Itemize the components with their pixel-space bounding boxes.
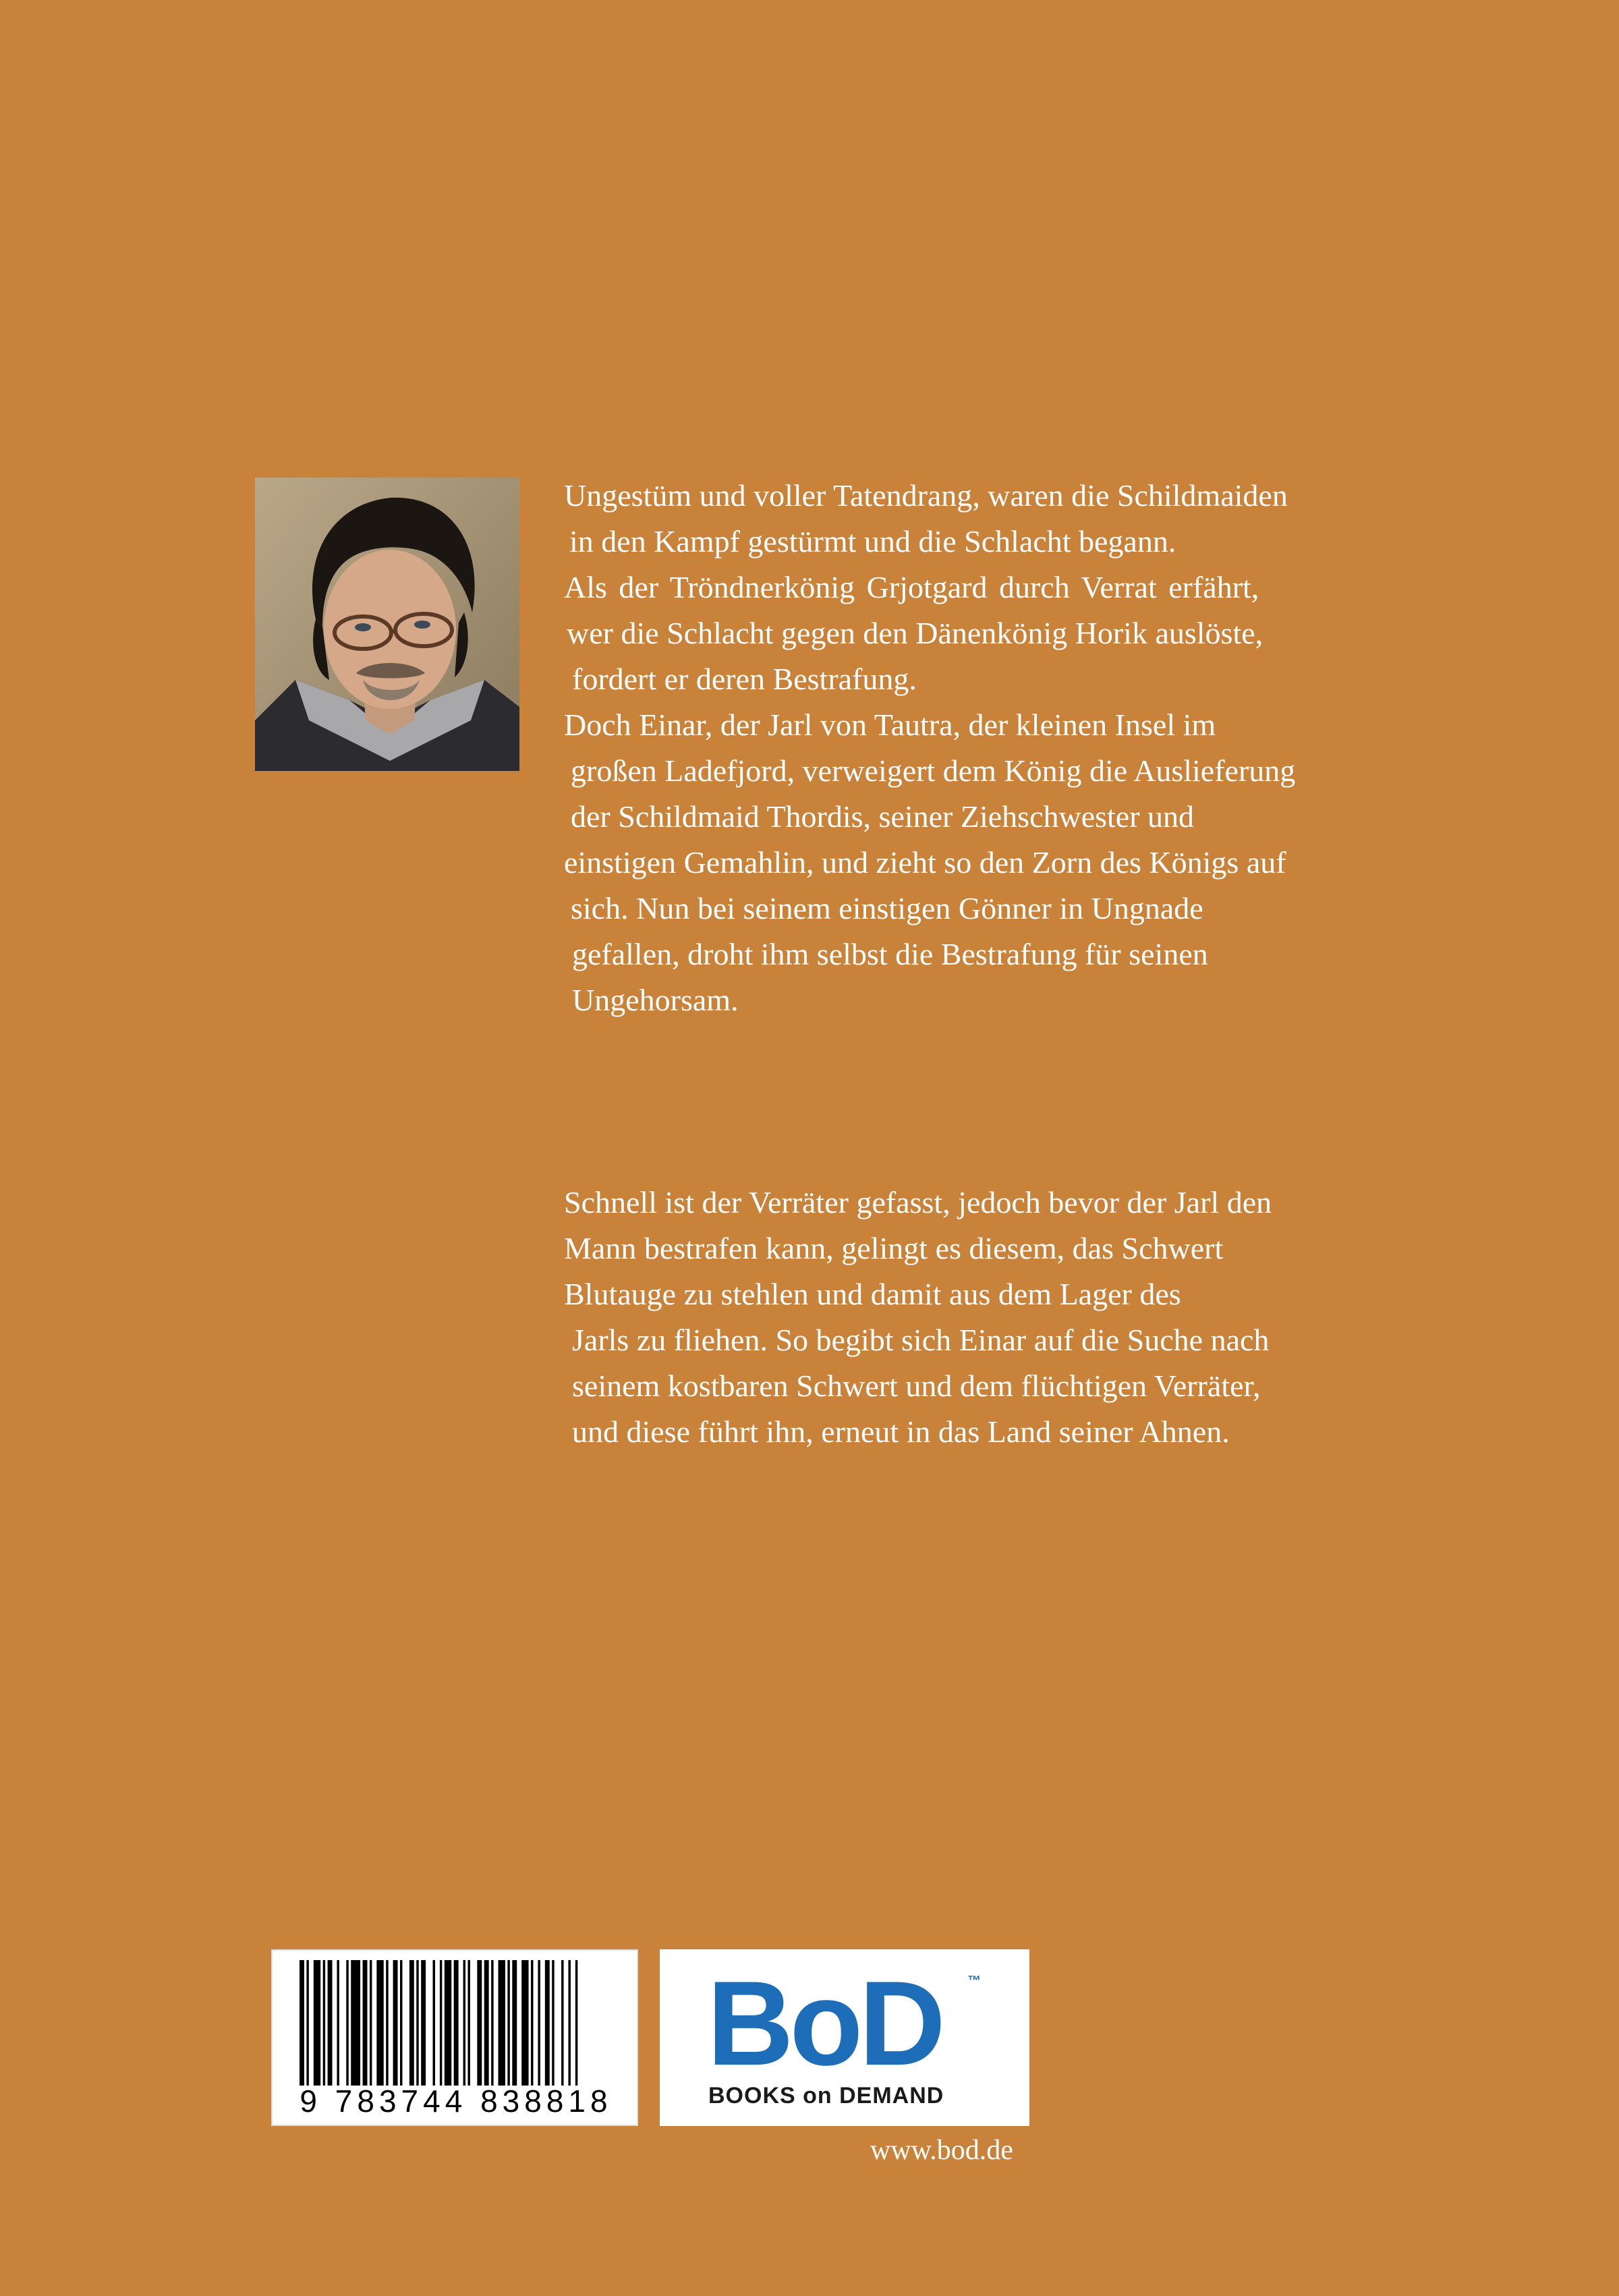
blurb-line: seinem kostbaren Schwert und dem flüchtigen Verräter, xyxy=(572,1369,1261,1403)
trademark-mark: ™ xyxy=(967,1974,981,1988)
blurb-line: gefallen, droht ihm selbst die Bestrafung für seinen xyxy=(572,937,1208,971)
blurb-line: Doch Einar, der Jarl von Tautra, der kleinen Insel im xyxy=(564,708,1216,742)
isbn-barcode xyxy=(271,1949,638,2126)
blurb-line: Mann bestrafen kann, gelingt es diesem, das Schwert xyxy=(564,1231,1224,1265)
barcode-bar xyxy=(440,1960,442,2086)
blurb-line: und diese führt ihn, erneut in das Land seiner Ahnen. xyxy=(572,1414,1230,1449)
blurb-line: Ungestüm und voller Tatendrang, waren die Schildmaiden xyxy=(564,478,1288,513)
barcode-bar xyxy=(409,1960,414,2086)
blurb-line: einstigen Gemahlin, und zieht so den Zorn des Königs auf xyxy=(564,845,1286,880)
barcode-bar xyxy=(346,1960,348,2086)
author-photo xyxy=(255,478,519,771)
barcode-bar xyxy=(545,1960,550,2086)
barcode-bar xyxy=(376,1960,383,2086)
barcode-bar xyxy=(416,1960,418,2086)
barcode-bar xyxy=(363,1960,368,2086)
publisher-website[interactable]: www.bod.de xyxy=(870,2135,1013,2166)
barcode-bar xyxy=(568,1960,570,2086)
blurb-line: sich. Nun bei seinem einstigen Gönner in Ungnade xyxy=(571,891,1203,925)
blurb-line: wer die Schlacht gegen den Dänenkönig Horik auslöste, xyxy=(567,616,1263,650)
barcode-bar xyxy=(499,1960,505,2086)
barcode-bar xyxy=(454,1960,459,2086)
barcode-bar xyxy=(507,1960,509,2086)
isbn-digits: 9 783744 838818 xyxy=(300,2084,613,2119)
barcode-bar xyxy=(400,1960,402,2086)
barcode-bar xyxy=(538,1960,540,2086)
publisher-logo xyxy=(660,1949,1029,2126)
barcode-bar xyxy=(491,1960,493,2086)
barcode-bar xyxy=(306,1960,308,2086)
barcode-bar xyxy=(484,1960,489,2086)
publisher-tagline: BOOKS on DEMAND xyxy=(708,2083,944,2108)
blurb-line: Ungehorsam. xyxy=(572,983,739,1017)
blurb-line: Jarls zu fliehen. So begibt sich Einar auf die Suche nach xyxy=(572,1323,1270,1357)
barcode-bar xyxy=(370,1960,372,2086)
blurb-line: in den Kampf gestürmt und die Schlacht begann. xyxy=(569,524,1176,558)
barcode-bar xyxy=(300,1960,304,2086)
barcode-icon xyxy=(297,1960,621,2086)
barcode-bar xyxy=(351,1960,360,2086)
barcode-bar xyxy=(467,1960,470,2086)
barcode-bar xyxy=(314,1960,320,2086)
barcode-bar xyxy=(552,1960,554,2086)
barcode-bar xyxy=(337,1960,339,2086)
bod-logo-text: BoD xyxy=(707,1956,942,2090)
barcode-bar xyxy=(477,1960,482,2086)
barcode-bar xyxy=(445,1960,451,2086)
blurb-line: großen Ladefjord, verweigert dem König die Auslieferung xyxy=(571,753,1296,788)
blurb-line: Als der Tröndnerkönig Grjotgard durch Verrat erfährt, xyxy=(564,570,1259,604)
barcode-bar xyxy=(433,1960,435,2086)
blurb-paragraph-2 xyxy=(564,1180,1400,1455)
barcode-bar xyxy=(561,1960,563,2086)
barcode-bar xyxy=(521,1960,528,2086)
blurb-paragraph-1 xyxy=(564,473,1400,1023)
barcode-bar xyxy=(421,1960,426,2086)
barcode-bar xyxy=(393,1960,398,2086)
barcode-bar xyxy=(575,1960,577,2086)
barcode-bar xyxy=(463,1960,465,2086)
barcode-bar xyxy=(323,1960,325,2086)
blurb-line: Blutauge zu stehlen und damit aus dem Lager des xyxy=(564,1277,1181,1311)
barcode-bar xyxy=(328,1960,333,2086)
blurb-line: fordert er deren Bestrafung. xyxy=(572,662,917,696)
author-portrait-icon xyxy=(255,478,519,771)
barcode-bar xyxy=(386,1960,388,2086)
barcode-bar xyxy=(512,1960,517,2086)
blurb-line: Schnell ist der Verräter gefasst, jedoch bevor der Jarl den xyxy=(564,1185,1272,1219)
blurb-line: der Schildmaid Thordis, seiner Ziehschwester und xyxy=(571,799,1195,834)
barcode-bar xyxy=(531,1960,533,2086)
